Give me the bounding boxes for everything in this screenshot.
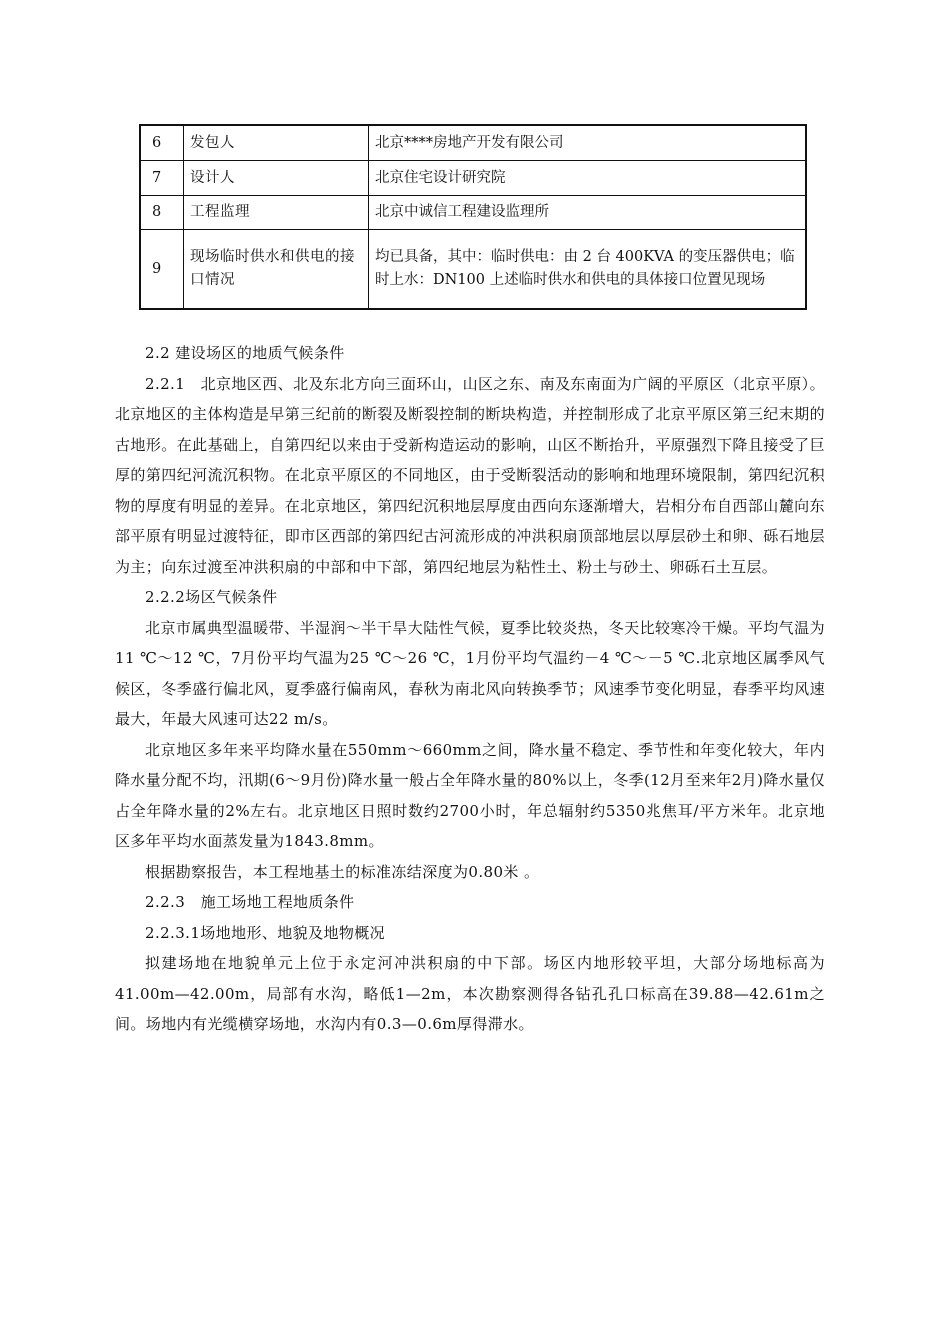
row-number: 8 (140, 196, 184, 230)
row-item: 发包人 (184, 125, 369, 161)
section-2-2-2-title: 2.2.2场区气候条件 (145, 588, 278, 606)
row-number: 6 (140, 125, 184, 161)
table-row (140, 125, 806, 161)
terrain-paragraph: 拟建场地在地貌单元上位于永定河冲洪积扇的中下部。场区内地形较平坦，大部分场地标高为41.00m—42.00m，局部有水沟，略低1—2m，本次勘察测得各钻孔孔口标高在39.88—42.61m之间。场地内有光缆横穿场地，水沟内有0.3—0.6m厚得滞水。 (115, 954, 825, 1033)
row-item: 工程监理 (184, 196, 369, 230)
section-2-2-1-paragraph: 2.2.1 北京地区西、北及东北方向三面环山，山区之东、南及东南面为广阔的平原区（北京平原）。北京地区的主体构造是早第三纪前的断裂及断裂控制的断块构造，并控制形成了北京平原区第三纪末期的古地形。在此基础上，自第四纪以来由于受新构造运动的影响，山区不断抬升，平原强烈下降且接受了巨厚的第四纪河流沉积物。在北京平原区的不同地区，由于受断裂活动的影响和地理环境限制，第四纪沉积物的厚度有明显的差异。在北京地区，第四纪沉积地层厚度由西向东逐渐增大，岩相分布自西部山麓向东部平原有明显过渡特征，即市区西部的第四纪古河流形成的冲洪积扇顶部地层以厚层砂土和卵、砾石地层为主；向东过渡至冲洪积扇的中部和中下部，第四纪地层为粘性土、粉土与砂土、卵砾石土互层。 (115, 374, 825, 576)
row-value: 北京中诚信工程建设监理所 (369, 196, 807, 230)
table-row (140, 230, 806, 310)
row-number: 9 (140, 230, 184, 310)
climate-paragraph: 北京市属典型温暖带、半湿润～半干旱大陆性气候，夏季比较炎热，冬天比较寒冷干燥。平均气温为11 ℃～12 ℃，7月份平均气温为25 ℃～26 ℃，1月份平均气温约－4 ℃～－5 ℃.北京地区属季风气候区，冬季盛行偏北风，夏季盛行偏南风，春秋为南北风向转换季节；风速季节变化明显，春季平均风速最大，年最大风速可达22 m/s。 (115, 618, 825, 728)
row-value: 北京住宅设计研究院 (369, 161, 807, 196)
row-value: 北京****房地产开发有限公司 (369, 125, 807, 161)
document-body (115, 338, 825, 1040)
precipitation-paragraph: 北京地区多年来平均降水量在550mm～660mm之间，降水量不稳定、季节性和年变化较大，年内降水量分配不均，汛期(6～9月份)降水量一般占全年降水量的80%以上，冬季(12月至来年2月)降水量仅占全年降水量的2%左右。北京地区日照时数约2700小时，年总辐射约5350兆焦耳/平方米年。北京地区多年平均水面蒸发量为1843.8mm。 (115, 740, 825, 850)
project-info-table (139, 124, 807, 310)
table-row (140, 161, 806, 196)
row-number: 7 (140, 161, 184, 196)
row-item: 现场临时供水和供电的接口情况 (184, 230, 369, 310)
frost-depth-paragraph: 根据勘察报告，本工程地基土的标准冻结深度为0.80米 。 (145, 862, 540, 881)
row-item: 设计人 (184, 161, 369, 196)
section-2-2-3-title: 2.2.3 施工场地工程地质条件 (145, 893, 355, 911)
row-value: 均已具备，其中：临时供电：由 2 台 400KVA 的变压器供电；临时上水：DN100 上述临时供水和供电的具体接口位置见现场 (369, 230, 807, 310)
table-row (140, 196, 806, 230)
section-2-2-title: 2.2 建设场区的地质气候条件 (145, 344, 345, 362)
section-2-2-3-1-title: 2.2.3.1场地地形、地貌及地物概况 (145, 923, 386, 942)
